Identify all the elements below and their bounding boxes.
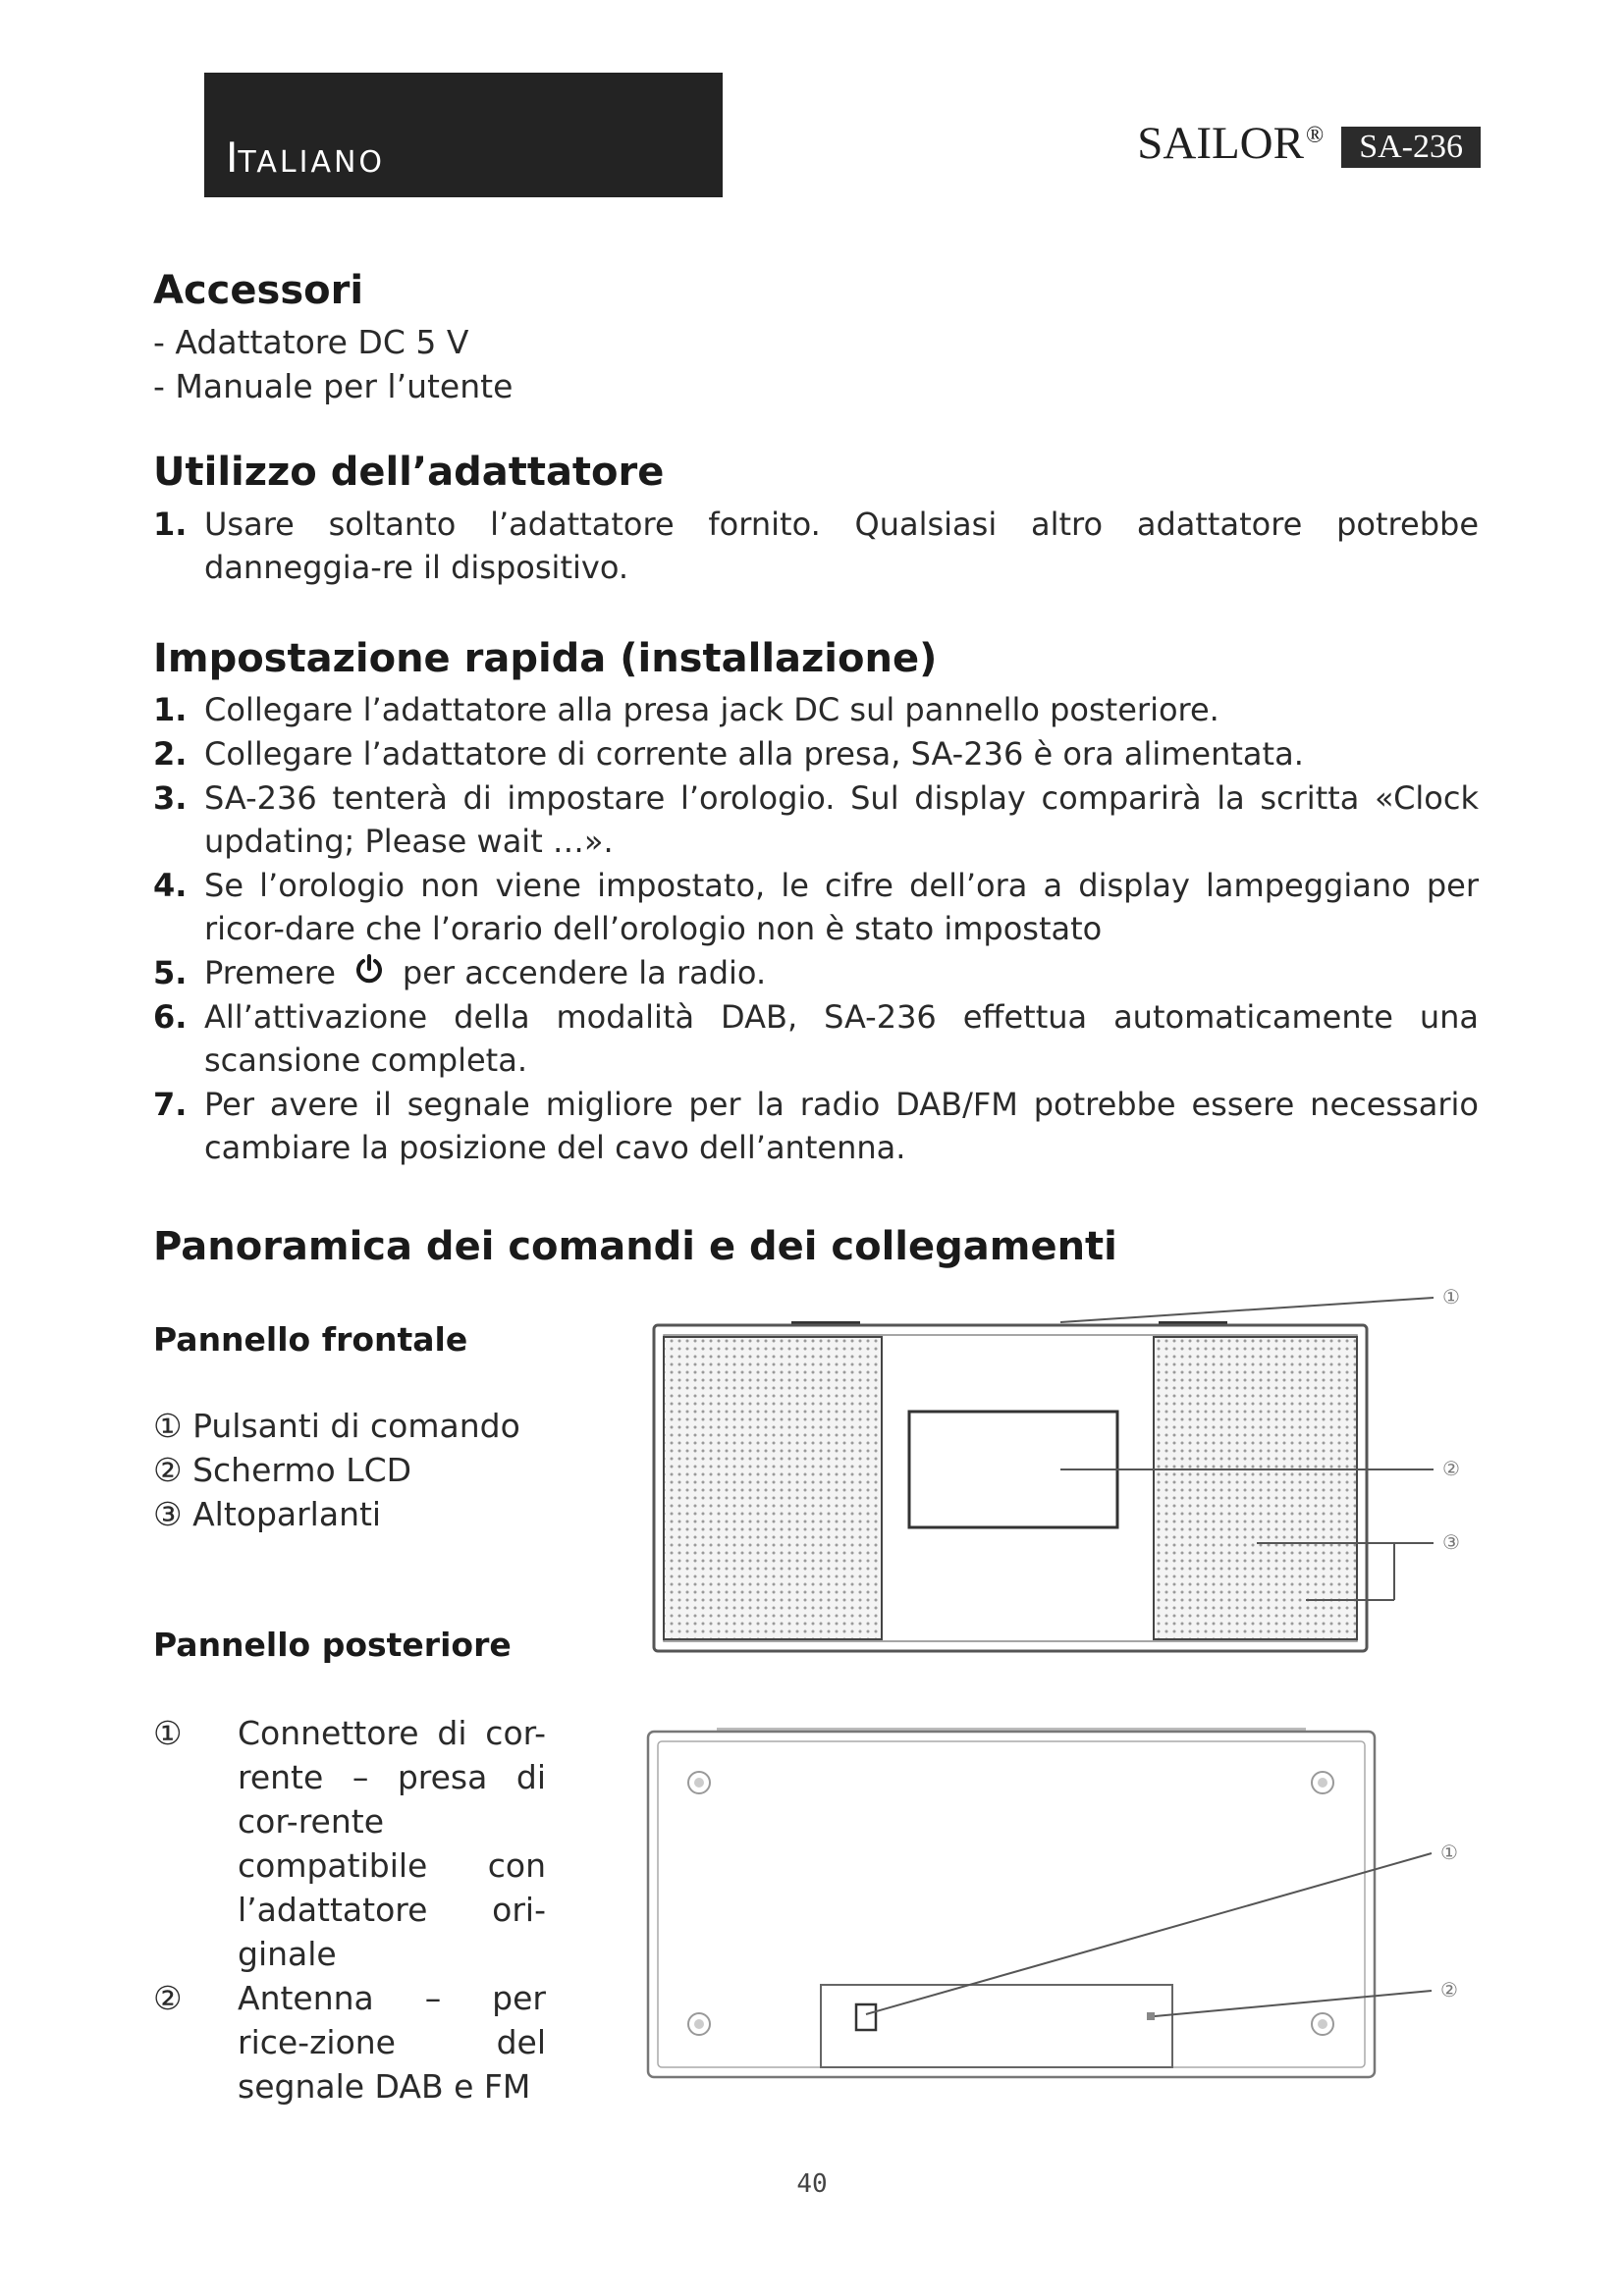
right-speaker (1154, 1337, 1357, 1639)
antenna-socket (1147, 2012, 1155, 2020)
list-item (153, 688, 1479, 731)
registered-mark: ® (1305, 123, 1325, 148)
quick-setup-list (153, 688, 1479, 1170)
list-text (204, 951, 1479, 994)
front-panel-legend (153, 1404, 520, 1536)
list-text: Per avere il segnale migliore per la radio DAB/FM potrebbe essere necessario cambiare la posizione del cavo dell’antenna. (204, 1086, 1479, 1166)
list-item (153, 864, 1479, 950)
language-label (226, 133, 385, 182)
list-number: 4. (153, 867, 188, 904)
callout-label: ① (1440, 1841, 1458, 1864)
list-item (153, 1083, 1479, 1169)
list-number: 7. (153, 1086, 188, 1123)
list-item (153, 995, 1479, 1082)
list-text: Collegare l’adattatore di corrente alla presa, SA-236 è ora alimentata. (204, 735, 1304, 773)
legend-item (153, 1711, 546, 1976)
brand-name: SAILOR (1137, 118, 1304, 169)
page-number: 40 (796, 2169, 828, 2199)
list-number: 5. (153, 954, 188, 991)
legend-item: ② Schermo LCD (153, 1451, 412, 1489)
list-text: SA-236 tenterà di impostare l’orologio. Sul display comparirà la scritta «Clock updating; Please wait …». (204, 779, 1479, 860)
language-initial: I (226, 133, 239, 182)
list-number: 2. (153, 735, 188, 773)
rear-panel-title: Pannello posteriore (153, 1626, 512, 1664)
list-number: 3. (153, 779, 188, 817)
accessory-item: - Manuale per l’utente (153, 367, 514, 405)
list-text: Se l’orologio non viene impostato, le cifre dell’ora a display lampeggiano per ricor-dare che l’orario dell’orologio non è stato impostato (204, 867, 1479, 947)
list-item (153, 951, 1479, 994)
legend-mark: ② (153, 1979, 183, 2017)
callout-label: ① (1442, 1285, 1460, 1308)
legend-item: ③ Altoparlanti (153, 1495, 382, 1533)
adapter-title: Utilizzo dell’adattatore (153, 450, 665, 495)
adapter-list (153, 503, 1479, 590)
front-panel-title: Pannello frontale (153, 1320, 468, 1359)
callout-label: ② (1442, 1457, 1460, 1480)
callout-line (1060, 1298, 1434, 1322)
legend-item (153, 1976, 546, 2109)
list-text-before: Premere (204, 954, 336, 991)
quick-setup-title: Impostazione rapida (installazione) (153, 636, 938, 681)
overview-title: Panoramica dei comandi e dei collegamenti (153, 1224, 1117, 1269)
list-text: All’attivazione della modalità DAB, SA-236 effettua automaticamente una scansione completa. (204, 998, 1479, 1079)
list-text-after: per accendere la radio. (402, 954, 767, 991)
left-speaker (664, 1337, 882, 1639)
legend-item: ① Pulsanti di comando (153, 1407, 520, 1445)
language-rest: TALIANO (238, 145, 386, 180)
callout-label: ② (1440, 1978, 1458, 2002)
rear-panel-legend (153, 1711, 546, 2109)
rear-panel-diagram (628, 1708, 1492, 2101)
list-number: 1. (153, 691, 188, 728)
power-icon (353, 954, 385, 986)
list-item (153, 503, 1479, 589)
dc-jack (856, 2004, 876, 2030)
callout-label: ③ (1442, 1530, 1460, 1554)
list-number: 1. (153, 506, 188, 543)
legend-text: Connettore di cor-rente – presa di cor-rente compatibile con l’adattatore ori-ginale (238, 1714, 546, 1973)
list-item (153, 776, 1479, 863)
list-text: Collegare l’adattatore alla presa jack DC sul pannello posteriore. (204, 691, 1219, 728)
language-banner (204, 73, 723, 197)
list-text: Usare soltanto l’adattatore fornito. Qualsiasi altro adattatore potrebbe danneggia-re il dispositivo. (204, 506, 1479, 586)
accessories-title: Accessori (153, 268, 364, 313)
list-item (153, 732, 1479, 775)
legend-mark: ① (153, 1714, 183, 1752)
accessory-item: - Adattatore DC 5 V (153, 323, 469, 361)
front-panel-diagram (628, 1266, 1492, 1679)
model-badge: SA-236 (1341, 127, 1481, 168)
list-number: 6. (153, 998, 188, 1036)
legend-text: Antenna – per rice-zione del segnale DAB e FM (238, 1979, 546, 2106)
brand-logo (1137, 118, 1481, 169)
